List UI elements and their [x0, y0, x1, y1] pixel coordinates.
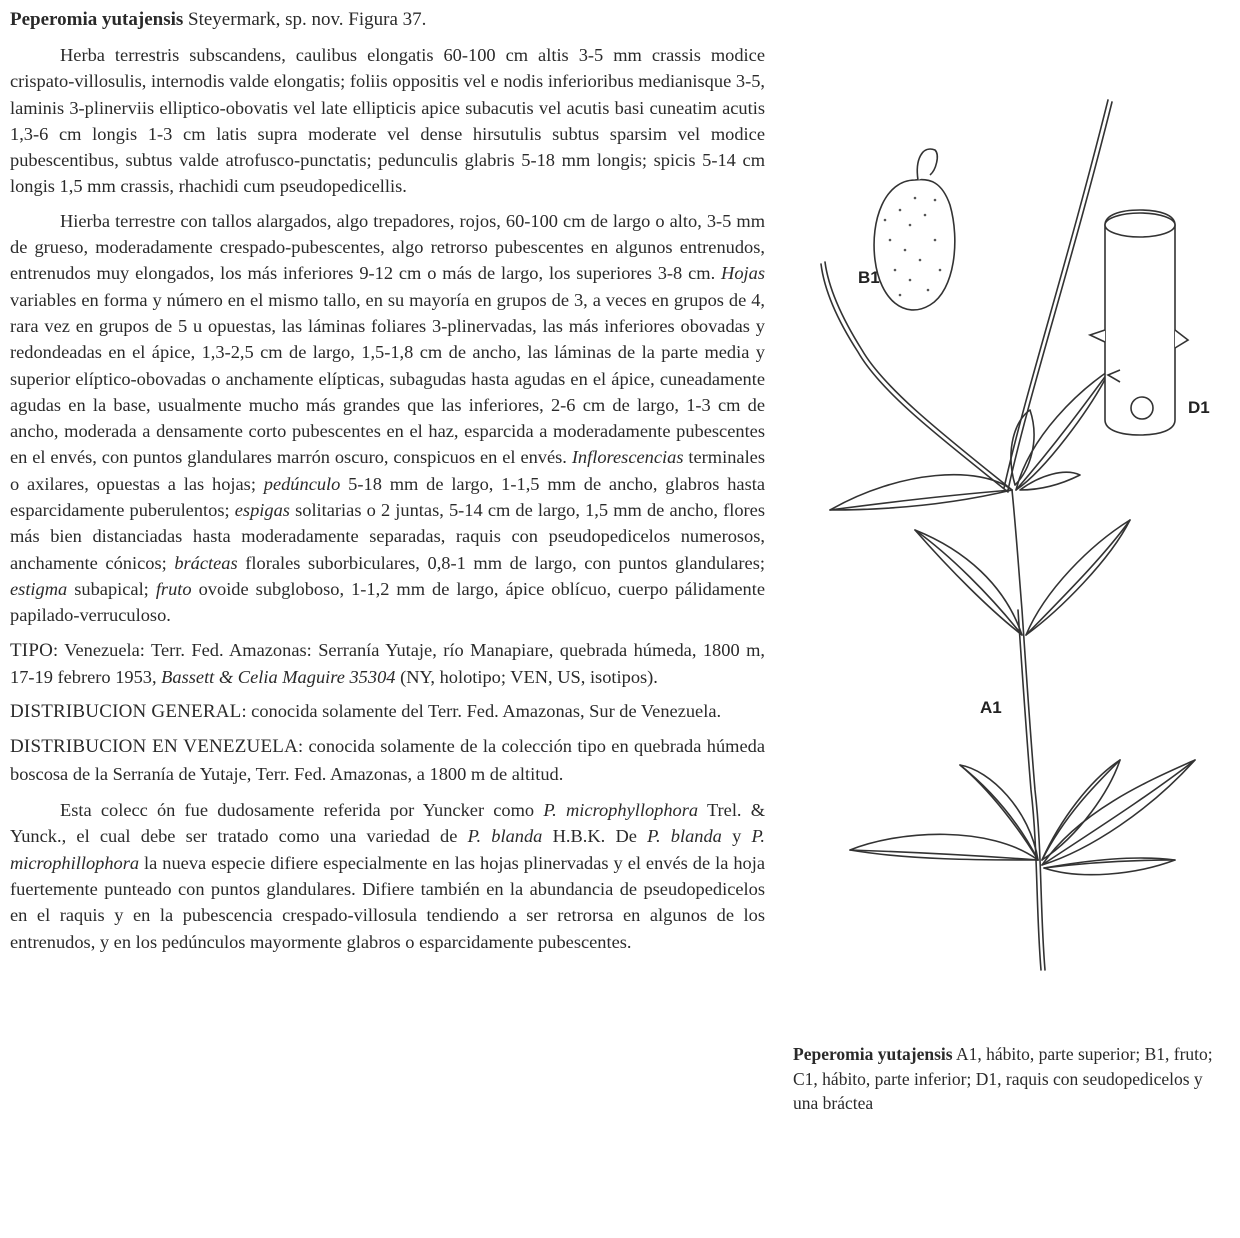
main-stem [1012, 490, 1045, 970]
plant-illustration [790, 90, 1240, 1030]
caption-text: A1, hábito, parte superior; B1, fruto; C1, hábito, parte inferior; D1, raquis con seudopedicelos y una bráctea [793, 1044, 1213, 1113]
species-name: Peperomia yutajensis [10, 9, 184, 30]
botanical-figure [790, 90, 1240, 1030]
rachis-drawing [1090, 210, 1188, 435]
label-a1: A1 [980, 698, 1002, 717]
fruit-drawing [874, 149, 955, 310]
label-d1: D1 [1188, 398, 1210, 417]
dist-venezuela-label: DISTRIBUCION EN VENEZUELA [10, 736, 298, 758]
text-column [10, 6, 765, 955]
leaf [960, 765, 1038, 860]
caption-species: Peperomia yutajensis [793, 1044, 953, 1064]
note-paragraph: Esta colecc ón fue dudosamente referida por Yuncker como P. microphyllophora Trel. & Yunck., el cual debe ser tratado como una variedad de P. blanda H.B.K. De P. blanda y P. microphillophora la nueva especie difiere especialmente en las hojas plinervadas y el envés de la hoja fuertemente punteado con puntos glandulares. Difiere también en la abundancia de pseudopedicelos en el raquis y en la pubescencia crespado-villosula tendiendo a ser retrorsa en algunos de los entrenudos, y en los pedúnculos mayormente glabros o esparcidamente pubescentes. [10, 800, 766, 952]
figure-caption [793, 1042, 1228, 1116]
dist-general-label: DISTRIBUCION GENERAL [10, 701, 242, 723]
dist-venezuela-section: DISTRIBUCION EN VENEZUELA: conocida solamente de la colección tipo en quebrada húmeda boscosa de la Serranía de Yutaje, Terr. Fed. Amazonas, a 1800 m de altitud. [10, 736, 765, 784]
species-authority: Steyermark, sp. nov. Figura 37. [183, 9, 427, 30]
tipo-label: TIPO [10, 639, 54, 661]
leaf [915, 530, 1022, 635]
tipo-section: TIPO: Venezuela: Terr. Fed. Amazonas: Serranía Yutaje, río Manapiare, quebrada húmeda, 1800 m, 17-19 febrero 1953, Bassett & Celia Maguire 35304 (NY, holotipo; VEN, US, isotipos). [10, 639, 765, 687]
leaf [1042, 760, 1120, 860]
leaf [1026, 520, 1130, 635]
label-b1: B1 [858, 268, 880, 287]
leaf [850, 834, 1038, 860]
latin-description: Herba terrestris subscandens, caulibus elongatis 60-100 cm altis 3-5 mm crassis modice crispato-villosulis, internodis valde elongatis; foliis oppositis vel e nodis inferioribus medianisque 3-5, laminis 3-plinerviis elliptico-obovatis vel late ellipticis apice subacutis vel acutis basi cuneatim acutis 1,3-6 cm longis 1-3 cm latis supra moderate vel dense hirsutulis subtus sparsim vel modice pubescentibus, subtus valde atrofusco-punctatis; pedunculis glabris 5-18 mm longis; spicis 5-14 cm longis 1,5 mm crassis, rhachidi cum pseudopedicellis. [10, 45, 765, 197]
species-heading [10, 6, 765, 34]
collector: Bassett & Celia Maguire 35304 [161, 666, 396, 687]
spanish-description: Hierba terrestre con tallos alargados, algo trepadores, rojos, 60-100 cm de largo o alto, 3-5 mm de grueso, moderadamente crespado-pubescentes, algo retrorso pubescentes en algunos entrenudos, entrenudos muy elongados, los más inferiores 9-12 cm o más de largo, los superiores 3-8 cm. Hojas variables en forma y número en el mismo tallo, en su mayoría en grupos de 3, a veces en grupos de 4, rara vez en grupos de 5 u opuestas, las láminas foliares 3-plinervadas, las más inferiores obovadas y redondeadas en el ápice, 1,3-2,5 cm de largo, 1,5-1,8 cm de ancho, las láminas de la parte media y superior elíptico-obovadas o anchamente elípticas, subagudas hasta agudas en el ápice, cuneadamente agudas en la base, usualmente mucho más grandes que las inferiores, 2-6 cm de largo, 1-3 cm de ancho, moderada a densamente corto pubescentes en el haz, esparcida a moderadamente pubescentes en el envés, con puntos glandulares marrón oscuro, conspicuos en el envés. Inflorescencias terminales o axilares, opuestas a las hojas; pedúnculo 5-18 mm de largo, 1-1,5 mm de ancho, glabros hasta esparcidamente puberulentos; espigas solitarias o 2 juntas, 5-14 cm de largo, 1,5 mm de ancho, flores más bien distanciadas hasta moderadamente separadas, raquis con pseudopedicelos numerosos, anchamente cónicos; brácteas florales suborbiculares, 0,8-1 mm de largo, con puntos glandulares; estigma subapical; fruto ovoide subgloboso, 1-1,2 mm de largo, ápice oblícuo, cuerpo pálidamente papilado-verruculoso. [10, 210, 766, 626]
dist-general-section: DISTRIBUCION GENERAL: conocida solamente del Terr. Fed. Amazonas, Sur de Venezuela. [10, 701, 722, 723]
spike-right [1008, 102, 1112, 490]
